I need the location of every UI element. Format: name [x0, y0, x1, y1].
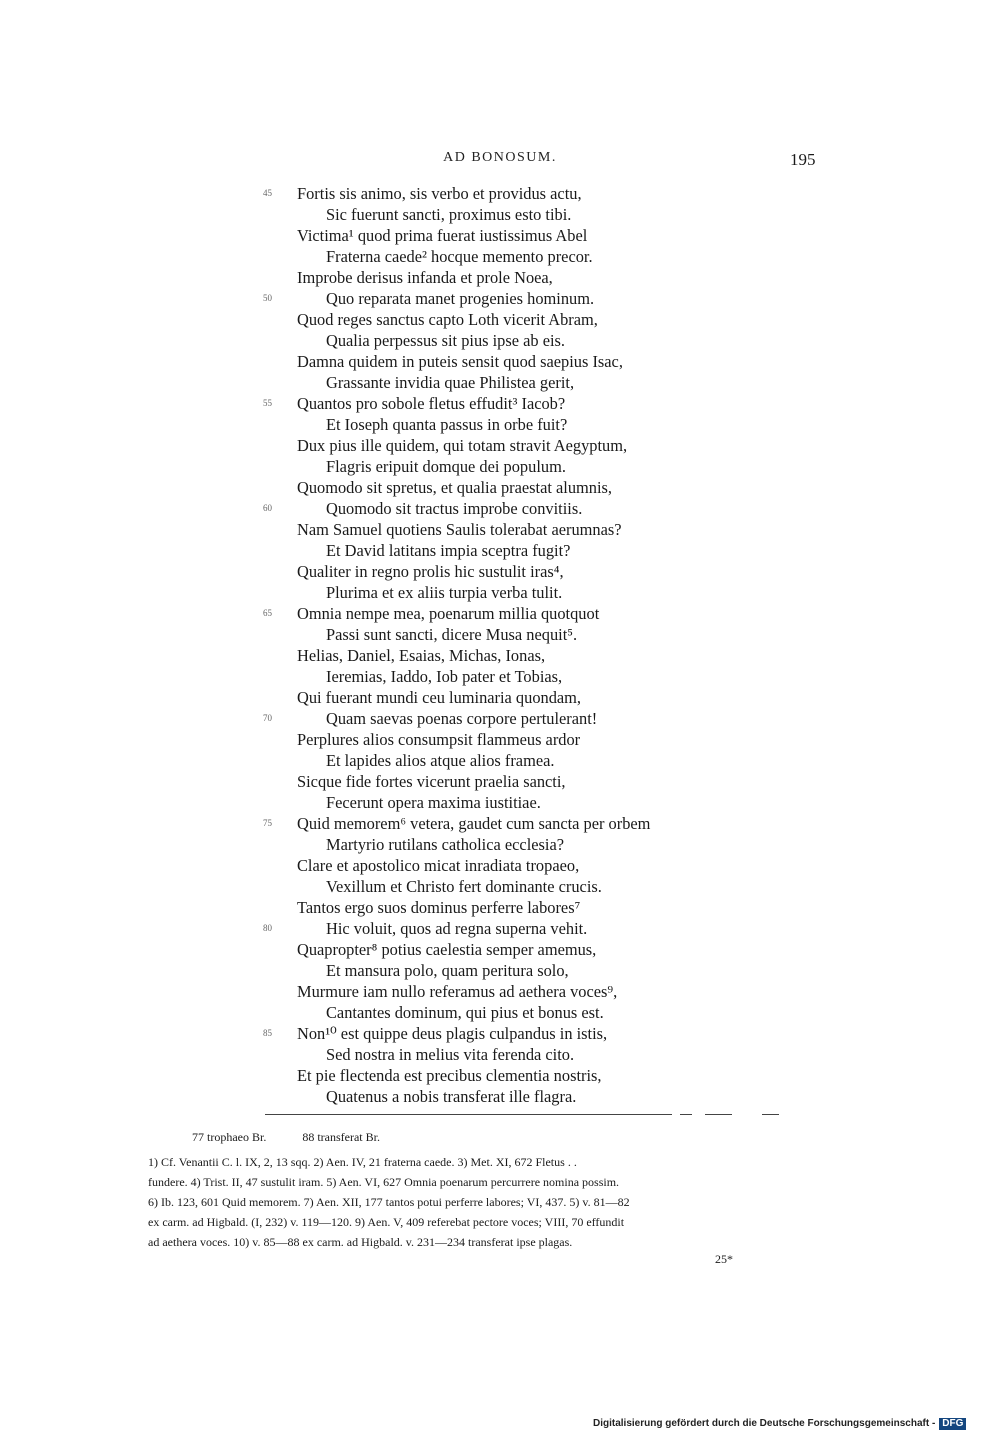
verse-text: Non¹⁰ est quippe deus plagis culpandus in istis, [297, 1024, 608, 1043]
verse-line [0, 561, 1000, 582]
verse-line [0, 582, 1000, 603]
apparatus-rule [265, 1114, 672, 1115]
dfg-logo: DFG [939, 1418, 966, 1430]
verse-line [0, 855, 1000, 876]
verse-text: Perplures alios consumpsit flammeus ardor [297, 730, 581, 749]
verse-line [0, 288, 1000, 309]
verse-line [0, 225, 1000, 246]
verse-text: Ieremias, Iaddo, Iob pater et Tobias, [326, 667, 563, 686]
verse-line [0, 645, 1000, 666]
verse-line [0, 246, 1000, 267]
verse-text: Hic voluit, quos ad regna superna vehit. [326, 919, 588, 938]
verse-text: Quantos pro sobole fletus effudit³ Iacob? [297, 394, 566, 413]
verse-line [0, 183, 1000, 204]
verse-line [0, 540, 1000, 561]
verse-text: Qui fuerant mundi ceu luminaria quondam, [297, 688, 582, 707]
verse-text: Et Ioseph quanta passus in orbe fuit? [326, 415, 568, 434]
verse-line [0, 876, 1000, 897]
verse-text: Qualia perpessus sit pius ipse ab eis. [326, 331, 565, 350]
verse-text: Murmure iam nullo referamus ad aethera voces⁹, [297, 982, 618, 1001]
verse-line [0, 834, 1000, 855]
verse-line [0, 708, 1000, 729]
verse-text: Quapropter⁸ potius caelestia semper amemus, [297, 940, 597, 959]
line-number: 75 [263, 818, 272, 828]
line-number: 80 [263, 923, 272, 933]
page-number: 195 [790, 150, 816, 169]
running-head-title: AD BONOSUM. [443, 150, 557, 165]
line-number: 60 [263, 503, 272, 513]
verse-line [0, 414, 1000, 435]
verse-text: Quo reparata manet progenies hominum. [326, 289, 595, 308]
apparatus-rule-dash [762, 1114, 779, 1115]
verse-line [0, 1023, 1000, 1044]
verse-line [0, 267, 1000, 288]
verse-line [0, 435, 1000, 456]
funding-footer [593, 1418, 966, 1430]
verse-line [0, 351, 1000, 372]
verse-line [0, 666, 1000, 687]
verse-text: Quatenus a nobis transferat ille flagra. [326, 1087, 577, 1106]
verse-text: Helias, Daniel, Esaias, Michas, Ionas, [297, 646, 546, 665]
funding-text: Digitalisierung gefördert durch die Deutsche Forschungsgemeinschaft - [593, 1418, 936, 1429]
apparatus-entry: 88 transferat Br. [302, 1130, 380, 1144]
verse-line [0, 792, 1000, 813]
verse-line [0, 204, 1000, 225]
footnote-line: ad aethera voces. 10) v. 85—88 ex carm. ad Higbald. v. 231—234 transferat ipse plagas. [148, 1235, 573, 1249]
verse-text: Grassante invidia quae Philistea gerit, [326, 373, 575, 392]
critical-apparatus [192, 1130, 380, 1145]
verse-line [0, 813, 1000, 834]
verse-line [0, 603, 1000, 624]
verse-text: Improbe derisus infanda et prole Noea, [297, 268, 553, 287]
signature-mark: 25* [715, 1252, 733, 1266]
verse-line [0, 1086, 1000, 1107]
verse-line [0, 372, 1000, 393]
verse-text: Sic fuerunt sancti, proximus esto tibi. [326, 205, 572, 224]
line-number: 45 [263, 188, 272, 198]
verse-text: Fecerunt opera maxima iustitiae. [326, 793, 541, 812]
verse-line [0, 1065, 1000, 1086]
verse-text: Damna quidem in puteis sensit quod saepius Isac, [297, 352, 623, 371]
line-number: 55 [263, 398, 272, 408]
verse-text: Qualiter in regno prolis hic sustulit iras⁴, [297, 562, 564, 581]
verse-text: Et pie flectenda est precibus clementia nostris, [297, 1066, 602, 1085]
verse-text: Quomodo sit spretus, et qualia praestat alumnis, [297, 478, 613, 497]
verse-text: Et lapides alios atque alios framea. [326, 751, 555, 770]
verse-text: Et David latitans impia sceptra fugit? [326, 541, 571, 560]
verse-text: Fraterna caede² hocque memento precor. [326, 247, 593, 266]
verse-line [0, 771, 1000, 792]
verse-text: Flagris eripuit domque dei populum. [326, 457, 566, 476]
verse-line [0, 918, 1000, 939]
footnote-line: 1) Cf. Venantii C. l. IX, 2, 13 sqq. 2) Aen. IV, 21 fraterna caede. 3) Met. XI, 672 Fletus . . [148, 1155, 577, 1169]
verse-line [0, 750, 1000, 771]
verse-line [0, 624, 1000, 645]
verse-line [0, 687, 1000, 708]
verse-text: Nam Samuel quotiens Saulis tolerabat aerumnas? [297, 520, 622, 539]
verse-line [0, 1002, 1000, 1023]
line-number: 70 [263, 713, 272, 723]
verse-text: Vexillum et Christo fert dominante crucis. [326, 877, 602, 896]
verse-line [0, 477, 1000, 498]
verse-text: Quomodo sit tractus improbe convitiis. [326, 499, 583, 518]
verse-text: Sicque fide fortes vicerunt praelia sancti, [297, 772, 566, 791]
verse-line [0, 498, 1000, 519]
verse-line [0, 939, 1000, 960]
verse-text: Clare et apostolico micat inradiata tropaeo, [297, 856, 580, 875]
verse-text: Et mansura polo, quam peritura solo, [326, 961, 569, 980]
verse-text: Plurima et ex aliis turpia verba tulit. [326, 583, 563, 602]
verse-line [0, 897, 1000, 918]
verse-line [0, 729, 1000, 750]
footnote-line: fundere. 4) Trist. II, 47 sustulit iram. 5) Aen. VI, 627 Omnia poenarum percurrere nomina possim. [148, 1175, 620, 1189]
poem-body [0, 183, 1000, 1107]
verse-text: Passi sunt sancti, dicere Musa nequit⁵. [326, 625, 578, 644]
verse-text: Quod reges sanctus capto Loth vicerit Abram, [297, 310, 598, 329]
verse-line [0, 519, 1000, 540]
apparatus-rule-dash [705, 1114, 732, 1115]
footnote-line: ex carm. ad Higbald. (I, 232) v. 119—120. 9) Aen. V, 409 referebat pectore voces; VIII, 70 effundit [148, 1215, 625, 1229]
verse-text: Quam saevas poenas corpore pertulerant! [326, 709, 598, 728]
verse-line [0, 330, 1000, 351]
verse-text: Quid memorem⁶ vetera, gaudet cum sancta per orbem [297, 814, 651, 833]
verse-text: Martyrio rutilans catholica ecclesia? [326, 835, 565, 854]
verse-text: Sed nostra in melius vita ferenda cito. [326, 1045, 575, 1064]
footnote-line: 6) Ib. 123, 601 Quid memorem. 7) Aen. XII, 177 tantos potui perferre labores; VI, 437. 5) v. 81—82 [148, 1195, 630, 1209]
verse-text: Omnia nempe mea, poenarum millia quotquot [297, 604, 600, 623]
verse-line [0, 309, 1000, 330]
verse-text: Tantos ergo suos dominus perferre labores⁷ [297, 898, 581, 917]
verse-text: Victima¹ quod prima fuerat iustissimus Abel [297, 226, 588, 245]
line-number: 85 [263, 1028, 272, 1038]
verse-text: Cantantes dominum, qui pius et bonus est. [326, 1003, 604, 1022]
apparatus-rule-dash [680, 1114, 692, 1115]
verse-line [0, 456, 1000, 477]
footnotes [148, 1152, 828, 1252]
verse-line [0, 1044, 1000, 1065]
line-number: 65 [263, 608, 272, 618]
verse-text: Fortis sis animo, sis verbo et providus actu, [297, 184, 582, 203]
verse-line [0, 981, 1000, 1002]
line-number: 50 [263, 293, 272, 303]
apparatus-entry: 77 trophaeo Br. [192, 1130, 267, 1144]
verse-text: Dux pius ille quidem, qui totam stravit Aegyptum, [297, 436, 628, 455]
verse-line [0, 393, 1000, 414]
verse-line [0, 960, 1000, 981]
